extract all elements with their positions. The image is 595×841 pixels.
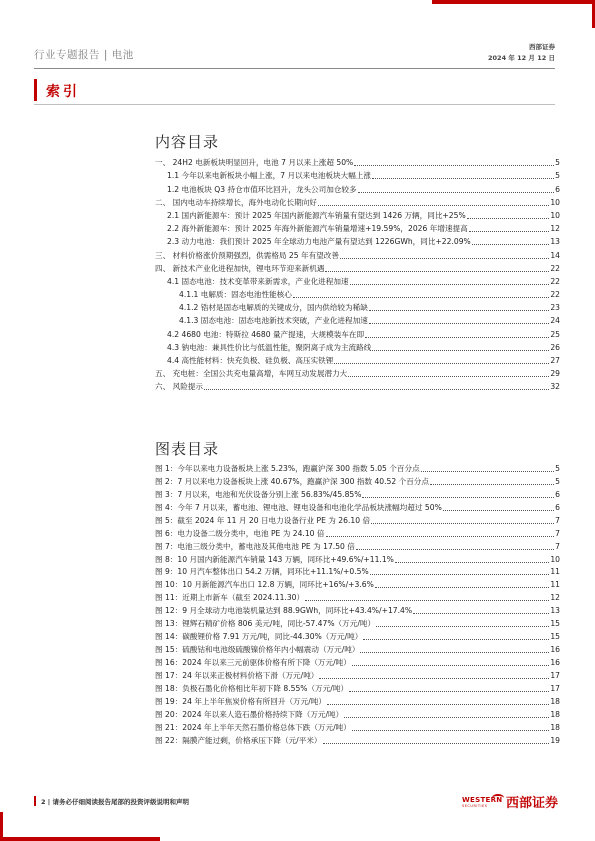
leader-dots [340, 258, 549, 259]
figure-entry[interactable] [155, 513, 560, 526]
figure-entry-label: 图 21：2024 年上半年天然石墨价格总体下跌（万元/吨） [155, 722, 351, 732]
leader-dots [344, 717, 549, 718]
contents-entry-label: 三、 材料价格涨价预期强烈，供需格局 25 年有望改善 [155, 250, 339, 260]
contents-entry-label: 二、 国内电动车持续增长，海外电动化长期向好 [155, 197, 317, 207]
figure-entry[interactable] [155, 565, 560, 578]
section-heading [34, 79, 555, 103]
contents-entry[interactable] [155, 274, 560, 287]
contents-entry[interactable] [155, 379, 560, 392]
leader-dots [375, 587, 549, 588]
leader-dots [370, 574, 550, 575]
contents-entry[interactable] [155, 168, 560, 181]
top-accent-bar [432, 0, 595, 4]
leader-dots [413, 613, 549, 614]
contents-entry[interactable] [155, 300, 560, 313]
contents-entry[interactable] [155, 313, 560, 326]
section-divider [34, 104, 555, 105]
leader-dots [323, 743, 550, 744]
contents-entry-page: 10 [550, 210, 560, 220]
section-marker [34, 79, 37, 101]
contents-entry-label: 六、 风险提示 [155, 382, 203, 392]
leader-dots [325, 271, 549, 272]
contents-entry[interactable] [155, 353, 560, 366]
header-date: 2024 年 12 月 12 日 [488, 54, 555, 62]
contents-entry[interactable] [155, 247, 560, 260]
contents-entry-page: 12 [550, 224, 560, 234]
figure-entry[interactable] [155, 720, 560, 733]
contents-entry[interactable] [155, 208, 560, 221]
figure-entry-label: 图 8：10 月国内新能源汽车销量 143 万辆，同环比+49.6%/+11.1% [155, 554, 394, 564]
figure-entry-label: 图 22：隔膜产能过剩，价格承压下降（元/平米） [155, 735, 322, 745]
figure-entry-label: 图 17：24 年以来正极材料价格下滑（万元/吨） [155, 670, 319, 680]
logo-english: WESTERN [462, 796, 503, 804]
figure-entry[interactable] [155, 461, 560, 474]
leader-dots [371, 523, 554, 524]
figure-entry-label: 图 7：电池三级分类中，蓄电池及其他电池 PE 为 17.50 倍 [155, 541, 355, 551]
figure-entry-label: 图 3：7 月以来，电池和光伏设备分别上涨 56.83%/45.85% [155, 489, 362, 499]
figure-entry-page: 17 [550, 683, 560, 693]
contents-entry[interactable] [155, 155, 560, 168]
figure-entry[interactable] [155, 655, 560, 668]
leader-dots [349, 691, 549, 692]
figure-entry[interactable] [155, 500, 560, 513]
bottom-accent-bar [0, 837, 160, 841]
figure-entry-page: 7 [555, 515, 560, 525]
header-divider [34, 68, 555, 69]
leader-dots [326, 536, 555, 537]
contents-entry-label: 4.3 钠电池：兼具性价比与低温性能，聚阴离子成为主流路线 [167, 342, 372, 352]
figure-entry-label: 图 16：2024 年以来三元前驱体价格有所下降（万元/吨） [155, 658, 351, 667]
contents-entry-page: 13 [550, 237, 560, 247]
contents-entry-page: 25 [550, 329, 560, 339]
figure-entry-page: 19 [550, 735, 560, 745]
figure-entry[interactable] [155, 552, 560, 565]
figure-entry-page: 11 [550, 580, 560, 590]
contents-entry-page: 32 [550, 382, 560, 392]
figure-entry[interactable] [155, 707, 560, 720]
figure-entry[interactable] [155, 539, 560, 552]
leader-dots [369, 310, 550, 311]
contents-entry[interactable] [155, 221, 560, 234]
leader-dots [354, 165, 554, 166]
figure-entry[interactable] [155, 603, 560, 616]
top-corner-decoration [432, 0, 595, 28]
leader-dots [472, 244, 550, 245]
leader-dots [305, 600, 549, 601]
leader-dots [421, 471, 554, 472]
figure-entry-page: 15 [550, 619, 560, 629]
leader-dots [372, 350, 549, 351]
figure-entry-label: 图 13：锂辉石精矿价格 806 美元/吨，同比-57.47%（万元/吨） [155, 619, 376, 629]
contents-entry-label: 4.4 高性能材料：快充负极、硅负极、高压实铁锂 [167, 356, 334, 365]
figure-entry-label: 图 20：2024 年以来人造石墨价格持续下降（万元/吨） [155, 709, 344, 719]
leader-dots [356, 549, 554, 550]
figure-entry[interactable] [155, 474, 560, 487]
figure-entry-page: 16 [550, 658, 560, 667]
leader-dots [365, 337, 549, 338]
figure-entry-label: 图 12：9 月全球动力电池装机量达到 88.9GWh，同环比+43.4%/+17.4% [155, 606, 413, 616]
figure-entry[interactable] [155, 526, 560, 539]
logo-swoosh-icon [492, 794, 504, 802]
figure-entry[interactable] [155, 681, 560, 694]
figure-entry-page: 10 [550, 554, 560, 564]
contents-entry-page: 14 [550, 250, 560, 260]
leader-dots [350, 284, 550, 285]
logo-english-sub: SECURITIES [462, 804, 488, 808]
disclaimer: 请务必仔细阅读报告尾部的投资评级说明和声明 [52, 798, 189, 806]
figure-entry[interactable] [155, 590, 560, 603]
contents-entry-label: 五、 充电桩：全国公共充电量高增，车网互动发展潜力大 [155, 369, 348, 379]
figure-entry-label: 图 11：近期上市新车（截至 2024.11.30） [155, 593, 305, 603]
leader-dots [318, 205, 549, 206]
bottom-corner-decoration [0, 812, 160, 841]
figure-entry-page: 11 [550, 567, 560, 577]
leader-dots [358, 192, 555, 193]
figure-entry[interactable] [155, 733, 560, 746]
figure-entry[interactable] [155, 668, 560, 681]
contents-entry-label: 4.1 固态电池：技术变革带来新需求，产业化进程加速 [167, 276, 349, 286]
figure-entry-page: 13 [550, 606, 560, 616]
figure-entry[interactable] [155, 577, 560, 590]
figure-entry[interactable] [155, 629, 560, 642]
contents-entry-label: 2.1 国内新能源车：预计 2025 年国内新能源汽车销量有望达到 1426 万辆，同比+25% [167, 210, 466, 220]
figure-entry-page: 7 [555, 541, 560, 551]
logo-chinese: 西部证券 [506, 796, 559, 811]
contents-entry-page: 24 [550, 316, 560, 326]
contents-entry-page: 26 [550, 342, 560, 352]
contents-entry-label: 一、 24H2 电新板块明显回升，电池 7 月以来上涨超 50% [155, 158, 354, 168]
firm-logo [462, 790, 562, 812]
leader-dots [327, 704, 549, 705]
leader-dots [352, 730, 549, 731]
contents-entry-page: 29 [550, 369, 560, 379]
figure-entry-page: 15 [550, 632, 560, 642]
figure-entry[interactable] [155, 642, 560, 655]
contents-entry[interactable] [155, 326, 560, 339]
leader-dots [334, 363, 549, 364]
leader-dots [443, 510, 554, 511]
contents-entry-page: 5 [555, 171, 560, 181]
figure-entry-label: 图 14：碳酸锂价格 7.91 万元/吨，同比-44.30%（万元/吨） [155, 632, 363, 642]
contents-entry[interactable] [155, 366, 560, 379]
figure-entry-label: 图 1：今年以来电力设备板块上涨 5.23%，跑赢沪深 300 指数 5.05 个百分点 [155, 463, 420, 473]
leader-dots [376, 626, 549, 627]
leader-dots [369, 323, 550, 324]
contents-entry-page: 5 [555, 158, 560, 168]
footer-text [41, 797, 189, 806]
leader-dots [467, 218, 550, 219]
leader-dots [363, 639, 549, 640]
figure-entry-label: 图 15：硫酸钴和电池级硫酸镍价格年内小幅震动（万元/吨） [155, 645, 360, 655]
figure-entry-page: 18 [550, 722, 560, 732]
contents-entry[interactable] [155, 261, 560, 274]
contents-entry-label: 四、 新技术产业化进程加快，锂电环节迎来新机遇 [155, 263, 325, 273]
contents-list [155, 155, 560, 392]
figures-title: 图表目录 [155, 440, 220, 458]
contents-entry-page: 10 [550, 197, 560, 207]
contents-title: 内容目录 [155, 133, 220, 151]
report-category: 行业专题报告 | 电池 [34, 49, 134, 61]
figure-entry-page: 6 [555, 502, 560, 512]
figure-entry-page: 12 [550, 593, 560, 603]
contents-entry[interactable] [155, 234, 560, 247]
figure-entry-label: 图 19：24 年上半年焦炭价格有所回升（万元/吨） [155, 696, 326, 706]
page-number: 2 [41, 798, 46, 806]
leader-dots [348, 376, 549, 377]
contents-entry[interactable] [155, 287, 560, 300]
contents-entry-label: 1.2 电池板块 Q3 持仓市值环比回升，龙头公司加仓较多 [167, 184, 357, 194]
contents-entry-page: 27 [550, 356, 560, 365]
figure-entry-label: 图 10：10 月新能源汽车出口 12.8 万辆，同环比+16%/+3.6% [155, 580, 374, 590]
contents-entry-page: 6 [555, 184, 560, 194]
leader-dots [293, 297, 549, 298]
figure-entry[interactable] [155, 616, 560, 629]
figure-entry-page: 17 [550, 670, 560, 680]
figure-entry-label: 图 2：7 月以来电力设备板块上涨 40.67%，跑赢沪深 300 指数 40.52 个百分点 [155, 476, 429, 486]
leader-dots [319, 678, 549, 679]
contents-entry[interactable] [155, 340, 560, 353]
leader-dots [469, 231, 550, 232]
leader-dots [395, 562, 549, 563]
contents-entry-label: 4.2 4680 电池：特斯拉 4680 量产提速，大规模装车在即 [167, 329, 365, 339]
contents-entry-label: 2.2 海外新能源车：预计 2025 年海外新能源汽车销量增速+19.59%，2026 年增速提高 [167, 224, 468, 234]
section-title: 索引 [46, 84, 80, 100]
leader-dots [372, 178, 554, 179]
contents-entry[interactable] [155, 181, 560, 194]
contents-entry-label: 4.1.2 锆材是固态电解质的关键成分，国内供给较为稀缺 [179, 303, 368, 313]
contents-entry-page: 22 [550, 290, 560, 300]
figure-entry-page: 7 [555, 528, 560, 538]
figure-entry-label: 图 6：电力设备二级分类中，电池 PE 为 24.10 倍 [155, 528, 325, 538]
figure-entry-label: 图 9：10 月汽车整体出口 54.2 万辆，同环比+11.1%/+0.5% [155, 567, 369, 577]
leader-dots [360, 652, 549, 653]
contents-entry-label: 4.1.1 电解质：固态电池性能核心 [179, 290, 292, 300]
contents-entry-page: 22 [550, 263, 560, 273]
contents-entry-page: 23 [550, 303, 560, 313]
leader-dots [204, 389, 549, 390]
leader-dots [362, 497, 554, 498]
contents-entry-page: 22 [550, 276, 560, 286]
figure-entry-label: 图 18：负极石墨化价格相比年初下降 8.55%（万元/吨） [155, 683, 349, 693]
header-firm: 西部证券 [529, 43, 555, 51]
figure-entry-page: 5 [555, 476, 560, 486]
contents-entry[interactable] [155, 195, 560, 208]
figure-entry-page: 6 [555, 489, 560, 499]
header-meta [488, 42, 555, 64]
figure-entry-label: 图 5：截至 2024 年 11 月 20 日电力设备行业 PE 为 26.10 倍 [155, 515, 371, 525]
figure-entry-page: 5 [555, 463, 560, 473]
figure-entry-page: 16 [550, 645, 560, 655]
footer-separator: | [47, 798, 53, 806]
footer-marker [34, 796, 36, 806]
figure-entry[interactable] [155, 487, 560, 500]
contents-entry-label: 4.1.3 固态电池：固态电池新技术突破，产业化进程加速 [179, 316, 368, 326]
figure-entry[interactable] [155, 694, 560, 707]
figure-entry-label: 图 4：今年 7 月以来，蓄电池、锂电池、锂电设备和电池化学品板块涨幅均超过 50% [155, 502, 442, 512]
figure-entry-page: 18 [550, 709, 560, 719]
figures-list [155, 461, 560, 746]
contents-entry-label: 2.3 动力电池：我们预计 2025 年全球动力电池产量有望达到 1226GWh，同比+22.09% [167, 237, 471, 247]
leader-dots [352, 665, 549, 666]
figure-entry-page: 18 [550, 696, 560, 706]
leader-dots [430, 484, 554, 485]
contents-entry-label: 1.1 今年以来电新板块小幅上涨，7 月以来电池板块大幅上涨 [167, 171, 371, 181]
